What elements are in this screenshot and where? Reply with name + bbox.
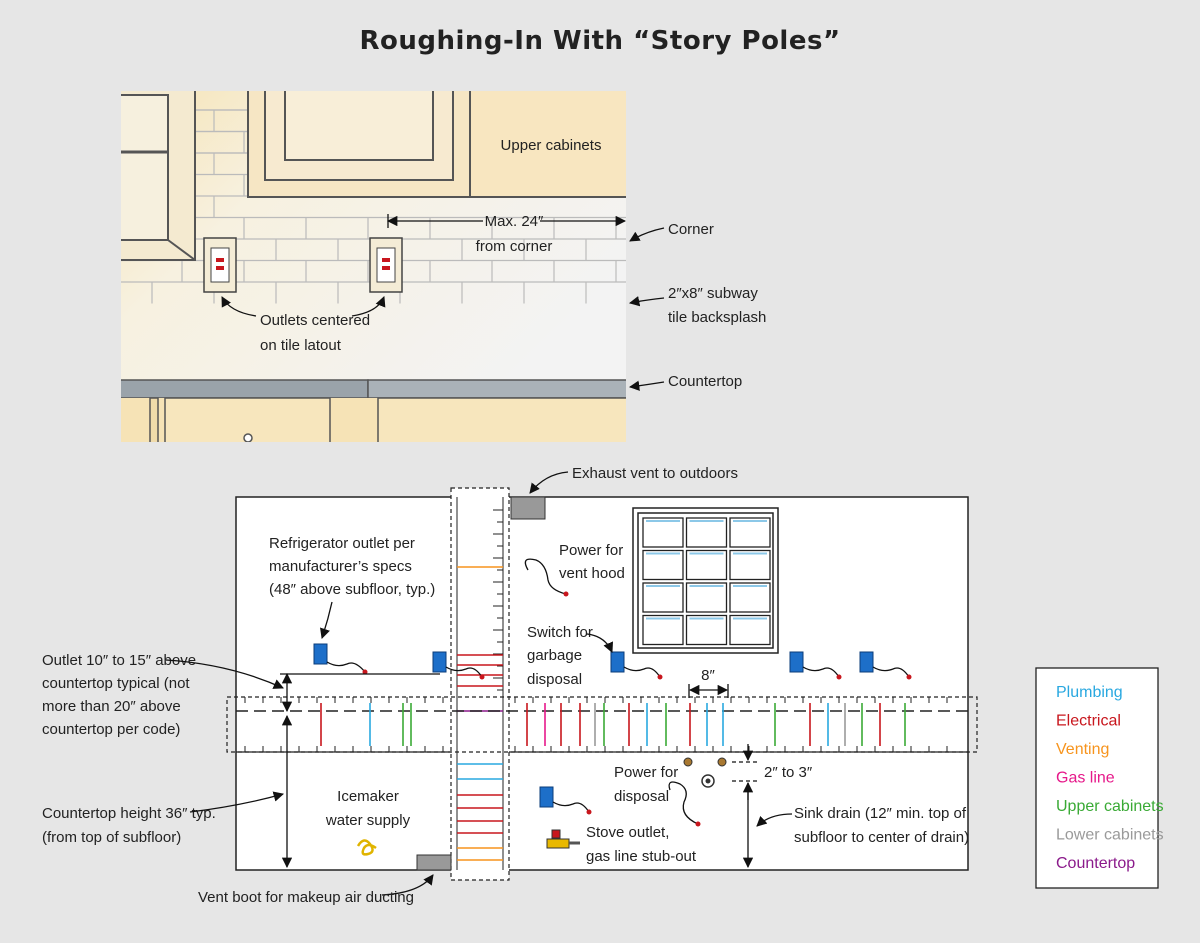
switch-label-3: disposal: [527, 671, 583, 688]
exhaust-vent: [511, 497, 545, 519]
kitchen-window: [633, 508, 778, 653]
plan-outlet-box: [314, 644, 327, 664]
outlet-height-label-2: countertop typical (not: [42, 675, 190, 692]
legend-item-electrical: Electrical: [1056, 712, 1121, 730]
vent-boot-label: Vent boot for makeup air ducting: [198, 889, 414, 906]
vent-hood-label-2: vent hood: [559, 565, 625, 582]
vent-hood-label-1: Power for: [559, 542, 624, 559]
outlet-height-label-1: Outlet 10″ to 15″ above: [42, 652, 197, 669]
elevation-view: [118, 88, 766, 445]
tile-label-2: tile backsplash: [668, 309, 767, 326]
outlet-left: [204, 238, 236, 292]
max-24-label: Max. 24″: [484, 213, 544, 230]
legend: [1036, 668, 1164, 888]
countertop: [120, 380, 627, 443]
stove-label-2: gas line stub-out: [586, 848, 697, 865]
power-disposal-label-1: Power for: [614, 764, 679, 781]
upper-cabinets-label: Upper cabinets: [500, 137, 602, 154]
sink-drain-label-2: subfloor to center of drain): [794, 829, 970, 846]
outlet-right: [370, 238, 402, 292]
outlet-height-label-4: countertop per code): [42, 721, 181, 738]
switch-label-2: garbage: [527, 647, 583, 664]
outlets-centered-label-2: on tile latout: [260, 337, 341, 354]
plan-outlet-box: [860, 652, 873, 672]
switch-label-1: Switch for: [527, 624, 593, 641]
countertop-label: Countertop: [668, 373, 743, 390]
legend-item-plumbing: Plumbing: [1056, 684, 1123, 701]
corner-label: Corner: [668, 221, 714, 238]
legend-item-venting: Venting: [1056, 741, 1110, 758]
stove-outlet-box: [540, 787, 553, 807]
fridge-label-3: (48″ above subfloor, typ.): [269, 581, 436, 598]
counter-height-label-1: Countertop height 36″ typ.: [42, 805, 216, 822]
spacing-8-label: 8″: [701, 667, 715, 684]
fridge-label-2: manufacturer’s specs: [269, 558, 412, 575]
outlets-centered-label-1: Outlets centered: [260, 312, 371, 329]
counter-height-label-2: (from top of subfloor): [42, 829, 182, 846]
legend-item-countertop: Countertop: [1056, 855, 1136, 872]
vent-boot: [417, 855, 451, 870]
two-to-three-label: 2″ to 3″: [764, 764, 813, 781]
stove-label-1: Stove outlet,: [586, 824, 670, 841]
from-corner-label: from corner: [475, 238, 553, 255]
power-disposal-label-2: disposal: [614, 788, 670, 805]
plan-outlet-box: [790, 652, 803, 672]
page-title: Roughing-In With “Story Poles”: [359, 26, 841, 56]
plan-outlet-box: [611, 652, 624, 672]
outlet-height-label-3: more than 20″ above: [42, 698, 181, 715]
sink-drain-label-1: Sink drain (12″ min. top of: [794, 805, 967, 822]
fridge-label-1: Refrigerator outlet per: [269, 535, 415, 552]
icemaker-label-2: water supply: [325, 812, 411, 829]
plan-outlet-box: [433, 652, 446, 672]
exhaust-label: Exhaust vent to outdoors: [572, 465, 738, 482]
window-left: [120, 90, 195, 260]
tile-label-1: 2″x8″ subway: [668, 285, 758, 302]
legend-item-lower-cabinets: Lower cabinets: [1056, 826, 1164, 844]
story-pole-plan: [42, 465, 977, 906]
icemaker-label-1: Icemaker: [337, 788, 399, 805]
legend-item-upper-cabinets: Upper cabinets: [1056, 798, 1164, 815]
legend-item-gas-line: Gas line: [1056, 769, 1115, 787]
